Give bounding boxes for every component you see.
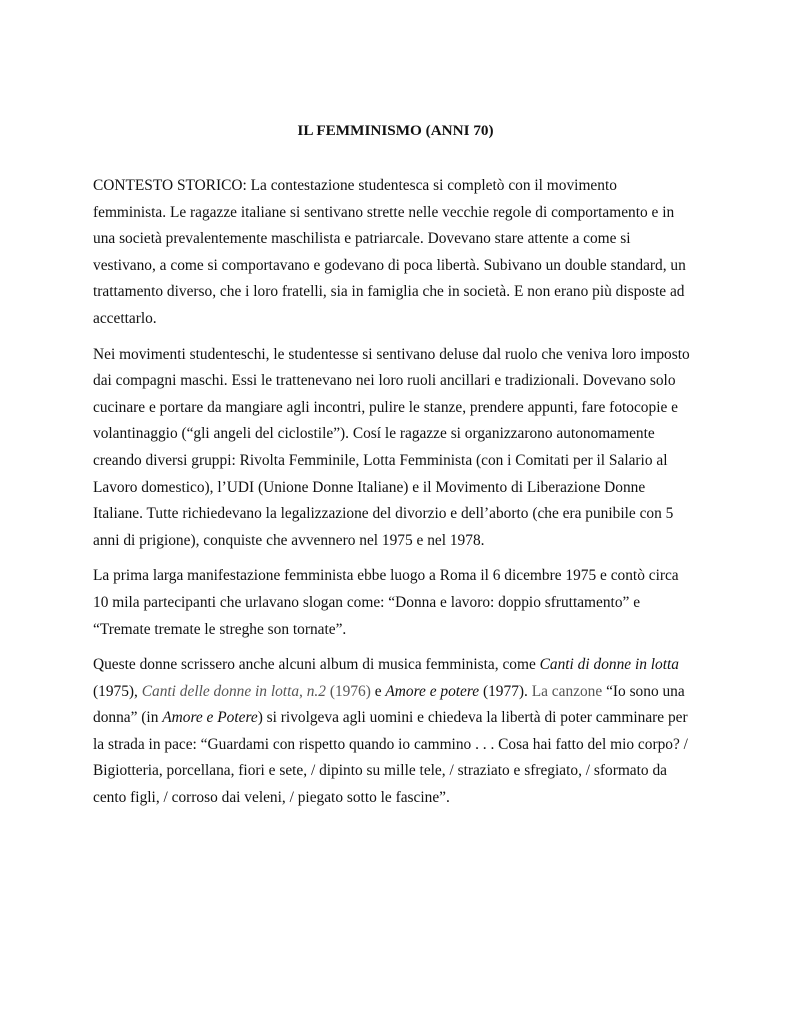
paragraph-student-movements	[93, 342, 705, 555]
text-run: La canzone	[531, 682, 603, 700]
text-line: la strada in pace: “Guardami con rispetto quando io cammino . . . Cosa hai fatto del mio corpo? /	[93, 735, 688, 753]
text-line: accettarlo.	[93, 309, 157, 327]
text-line: CONTESTO STORICO: La contestazione studentesca si completò con il movimento	[93, 177, 617, 194]
text-line: anni di prigione), conquiste che avvennero nel 1975 e nel 1978.	[93, 531, 485, 549]
text-line: creando diversi gruppi: Rivolta Femminile, Lotta Femminista (con i Comitati per il Salario al	[93, 451, 668, 469]
text-line	[93, 705, 705, 732]
text-run: (1977).	[479, 682, 532, 700]
text-line: Nei movimenti studenteschi, le studentesse si sentivano deluse dal ruolo che veniva loro imposto	[93, 345, 690, 363]
text-line: Italiane. Tutte richiedevano la legalizzazione del divorzio e dell’aborto (che era punibile con 5	[93, 505, 674, 523]
text-line: Bigiotteria, porcellana, fiori e sete, / dipinto su mille tele, / straziato e sfregiato, / sformato da	[93, 762, 667, 780]
text-line: femminista. Le ragazze italiane si sentivano strette nelle vecchie regole di comportamento e in	[93, 203, 675, 221]
paragraph-first-demonstration	[93, 563, 705, 643]
album-title: Amore e Potere	[162, 709, 258, 727]
text-line	[93, 652, 705, 679]
text-line: “Tremate tremate le streghe son tornate”.	[93, 620, 347, 638]
text-run: e	[370, 682, 386, 700]
text-line	[93, 679, 705, 706]
text-run: (1975),	[93, 682, 142, 700]
document-body	[93, 173, 705, 821]
text-line: cento figli, / corroso dai veleni, / piegato sotto le fascine”.	[93, 789, 450, 807]
text-run: ) si rivolgeva agli uomini e chiedeva la libertà di poter camminare per	[257, 709, 688, 727]
text-line: Lavoro domestico), l’UDI (Unione Donne Italiane) e il Movimento di Liberazione Donne	[93, 478, 646, 496]
text-run: donna” (in	[93, 709, 163, 727]
paragraph-historical-context	[93, 173, 705, 333]
album-title: Amore e potere	[385, 682, 480, 700]
text-line: 10 mila partecipanti che urlavano slogan come: “Donna e lavoro: doppio sfruttamento” e	[93, 593, 641, 611]
text-run: “Io sono una	[602, 682, 685, 700]
album-title: Canti di donne in lotta	[539, 656, 679, 674]
album-title: Canti delle donne in lotta, n.2	[141, 682, 326, 700]
text-line: trattamento diverso, che i loro fratelli, sia in famiglia che in società. E non erano più disposte ad	[93, 283, 685, 301]
text-line: volantinaggio (“gli angeli del ciclostile”). Cosí le ragazze si organizzarono autonomamente	[93, 425, 655, 443]
text-run: Queste donne scrissero anche alcuni album di musica femminista, come	[93, 656, 540, 674]
text-line: La prima larga manifestazione femminista ebbe luogo a Roma il 6 dicembre 1975 e contò circa	[93, 567, 679, 585]
text-line: cucinare e portare da mangiare agli incontri, pulire le stanze, prendere appunti, fare fotocopie e	[93, 398, 678, 416]
document-title: IL FEMMINISMO (ANNI 70)	[297, 122, 494, 139]
text-line: vestivano, a come si comportavano e godevano di poca libertà. Subivano un double standard, un	[93, 256, 686, 274]
text-line: dai compagni maschi. Essi le trattenevano nei loro ruoli ancillari e tradizionali. Dovevano solo	[93, 372, 676, 390]
text-line: una società prevalentemente maschilista e patriarcale. Dovevano stare attente a come si	[93, 230, 631, 248]
paragraph-feminist-music	[93, 652, 705, 812]
text-run: (1976)	[325, 682, 371, 700]
